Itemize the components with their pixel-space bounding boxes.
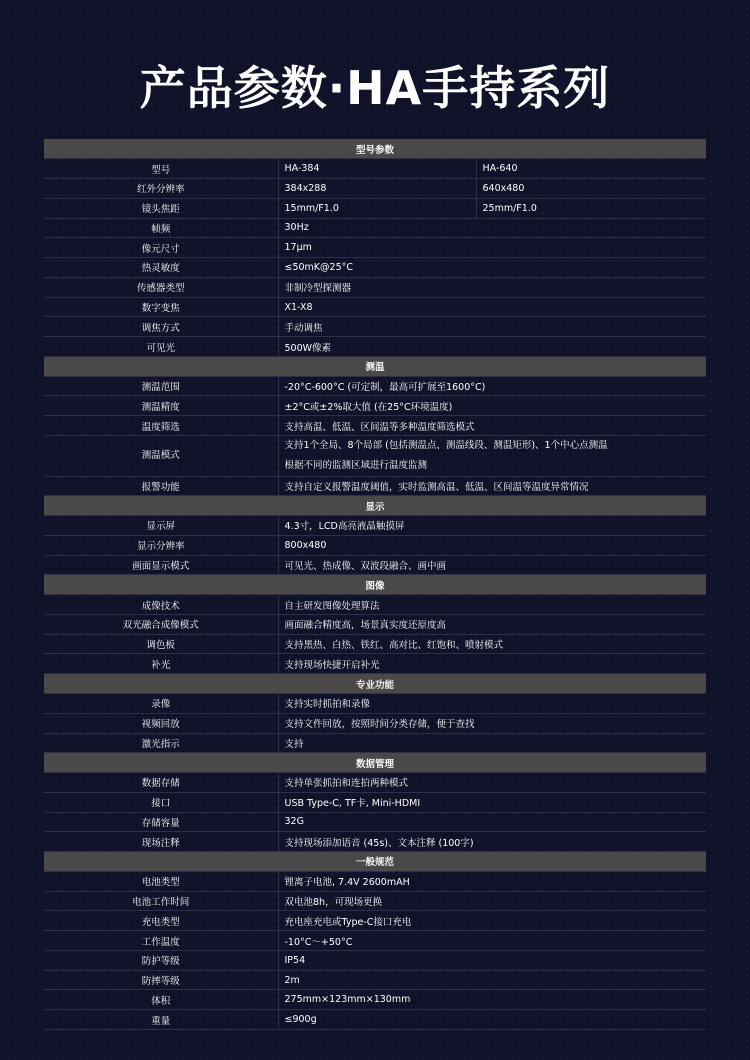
spec-row: [44, 555, 706, 575]
spec-value: 支持实时抓拍和录像: [278, 693, 706, 713]
spec-label: 帧频: [44, 218, 278, 238]
spec-value: 支持单张抓拍和连拍两种模式: [278, 773, 706, 793]
spec-value-line: 根据不同的监测区域进行温度监测: [284, 459, 428, 471]
spec-table: [44, 139, 706, 1030]
section-header: [44, 674, 706, 694]
spec-value: 支持黑热、白热、铁红、高对比、红饱和、喷射模式: [278, 634, 706, 654]
spec-label: 现场注释: [44, 832, 278, 852]
spec-label: 传感器类型: [44, 277, 278, 297]
spec-value: 支持高温、低温、区间温等多种温度筛选模式: [278, 416, 706, 436]
spec-row: [44, 238, 706, 258]
spec-label: 显示屏: [44, 516, 278, 536]
spec-value: ±2°C或±2%取大值 (在25°C环境温度): [278, 396, 706, 416]
spec-label: 显示分辨率: [44, 535, 278, 555]
section-title: 数据管理: [44, 753, 706, 773]
section-header: [44, 356, 706, 376]
spec-value: 4.3寸，LCD高亮液晶触摸屏: [278, 516, 706, 536]
spec-row: [44, 634, 706, 654]
spec-value: 自主研发图像处理算法: [278, 595, 706, 615]
spec-row: [44, 792, 706, 812]
spec-value-ha384: HA-384: [278, 159, 476, 179]
spec-value: 支持自定义报警温度阈值，实时监测高温、低温、区间温等温度异常情况: [278, 476, 706, 496]
section-header: [44, 575, 706, 595]
spec-row: [44, 911, 706, 931]
spec-label: 调色板: [44, 634, 278, 654]
spec-value: [278, 435, 706, 476]
spec-row: [44, 198, 706, 218]
spec-value: ≤50mK@25°C: [278, 258, 706, 278]
section-header: [44, 496, 706, 516]
spec-row: [44, 179, 706, 199]
spec-row: [44, 733, 706, 753]
spec-row: [44, 654, 706, 674]
spec-label: 红外分辨率: [44, 179, 278, 199]
spec-label: 可见光: [44, 337, 278, 357]
spec-value: 画面融合精度高，场景真实度还原度高: [278, 614, 706, 634]
section-header: [44, 852, 706, 872]
spec-value-ha384: 15mm/F1.0: [278, 198, 476, 218]
section-title: 专业功能: [44, 674, 706, 694]
spec-row: [44, 416, 706, 436]
spec-label: 测温模式: [44, 435, 278, 476]
spec-row: [44, 773, 706, 793]
spec-value: X1-X8: [278, 297, 706, 317]
section-header: [44, 753, 706, 773]
section-title: 一般规范: [44, 852, 706, 872]
spec-row: [44, 297, 706, 317]
spec-value-ha384: 384x288: [278, 179, 476, 199]
spec-label: 充电类型: [44, 911, 278, 931]
spec-label: 温度筛选: [44, 416, 278, 436]
spec-label: 报警功能: [44, 476, 278, 496]
spec-row: [44, 970, 706, 990]
page-title: 产品参数·HA手持系列: [139, 61, 611, 115]
spec-row: [44, 376, 706, 396]
spec-row: [44, 317, 706, 337]
spec-label: 体积: [44, 990, 278, 1010]
spec-value: -20°C-600°C (可定制，最高可扩展至1600°C): [278, 376, 706, 396]
section-title: 测温: [44, 356, 706, 376]
spec-value: 500W像素: [278, 337, 706, 357]
spec-value: 充电座充电或Type-C接口充电: [278, 911, 706, 931]
spec-label: 像元尺寸: [44, 238, 278, 258]
spec-label: 补光: [44, 654, 278, 674]
spec-value: 手动调焦: [278, 317, 706, 337]
spec-label: 热灵敏度: [44, 258, 278, 278]
spec-value-line: 支持1个全局、8个局部 (包括测温点、测温线段、测温矩形)、1个中心点测温: [284, 439, 608, 451]
section-title: 显示: [44, 496, 706, 516]
spec-label: 工作温度: [44, 931, 278, 951]
spec-value: 800x480: [278, 535, 706, 555]
spec-row: [44, 614, 706, 634]
spec-label: 电池类型: [44, 871, 278, 891]
spec-value: 可见光、热成像、双波段融合、画中画: [278, 555, 706, 575]
spec-value: -10°C～+50°C: [278, 931, 706, 951]
spec-label: 激光指示: [44, 733, 278, 753]
spec-row: [44, 891, 706, 911]
spec-value: 30Hz: [278, 218, 706, 238]
spec-label: 成像技术: [44, 595, 278, 615]
spec-row: [44, 476, 706, 496]
spec-label: 重量: [44, 1010, 278, 1030]
spec-row: [44, 435, 706, 476]
spec-label: 型号: [44, 159, 278, 179]
spec-value: 2m: [278, 970, 706, 990]
spec-value: 32G: [278, 812, 706, 832]
spec-label: 录像: [44, 693, 278, 713]
spec-value: 支持: [278, 733, 706, 753]
spec-label: 镜头焦距: [44, 198, 278, 218]
section-header: [44, 139, 706, 159]
spec-row: [44, 871, 706, 891]
spec-label: 存储容量: [44, 812, 278, 832]
spec-label: 数据存储: [44, 773, 278, 793]
spec-value-ha640: 640x480: [476, 179, 706, 199]
spec-value: 275mm×123mm×130mm: [278, 990, 706, 1010]
spec-row: [44, 396, 706, 416]
spec-value: 支持现场添加语音 (45s)、文本注释 (100字): [278, 832, 706, 852]
section-title: 图像: [44, 575, 706, 595]
spec-value: USB Type-C, TF卡, Mini-HDMI: [278, 792, 706, 812]
spec-row: [44, 218, 706, 238]
spec-row: [44, 713, 706, 733]
spec-row: [44, 812, 706, 832]
spec-value: 锂离子电池, 7.4V 2600mAH: [278, 871, 706, 891]
spec-label: 防摔等级: [44, 970, 278, 990]
spec-value-ha640: 25mm/F1.0: [476, 198, 706, 218]
spec-value: IP54: [278, 950, 706, 970]
spec-label: 双光融合成像模式: [44, 614, 278, 634]
spec-row: [44, 337, 706, 357]
spec-label: 调焦方式: [44, 317, 278, 337]
section-title: 型号参数: [44, 139, 706, 159]
spec-row: [44, 1010, 706, 1030]
spec-label: 电池工作时间: [44, 891, 278, 911]
spec-row: [44, 950, 706, 970]
spec-row: [44, 595, 706, 615]
spec-row: [44, 931, 706, 951]
spec-value: ≤900g: [278, 1010, 706, 1030]
spec-value: 支持文件回放，按照时间分类存储，便于查找: [278, 713, 706, 733]
spec-value: 非制冷型探测器: [278, 277, 706, 297]
spec-row: [44, 832, 706, 852]
spec-row: [44, 535, 706, 555]
spec-label: 视频回放: [44, 713, 278, 733]
spec-label: 接口: [44, 792, 278, 812]
spec-row: [44, 990, 706, 1010]
spec-label: 防护等级: [44, 950, 278, 970]
spec-value: 支持现场快捷开启补光: [278, 654, 706, 674]
spec-row: [44, 516, 706, 536]
spec-label: 数字变焦: [44, 297, 278, 317]
spec-value-ha640: HA-640: [476, 159, 706, 179]
spec-row: [44, 258, 706, 278]
spec-label: 画面显示模式: [44, 555, 278, 575]
spec-value: 17μm: [278, 238, 706, 258]
spec-row: [44, 693, 706, 713]
spec-label: 测温范围: [44, 376, 278, 396]
spec-value: 双电池8h，可现场更换: [278, 891, 706, 911]
spec-row: [44, 159, 706, 179]
spec-label: 测温精度: [44, 396, 278, 416]
spec-row: [44, 277, 706, 297]
